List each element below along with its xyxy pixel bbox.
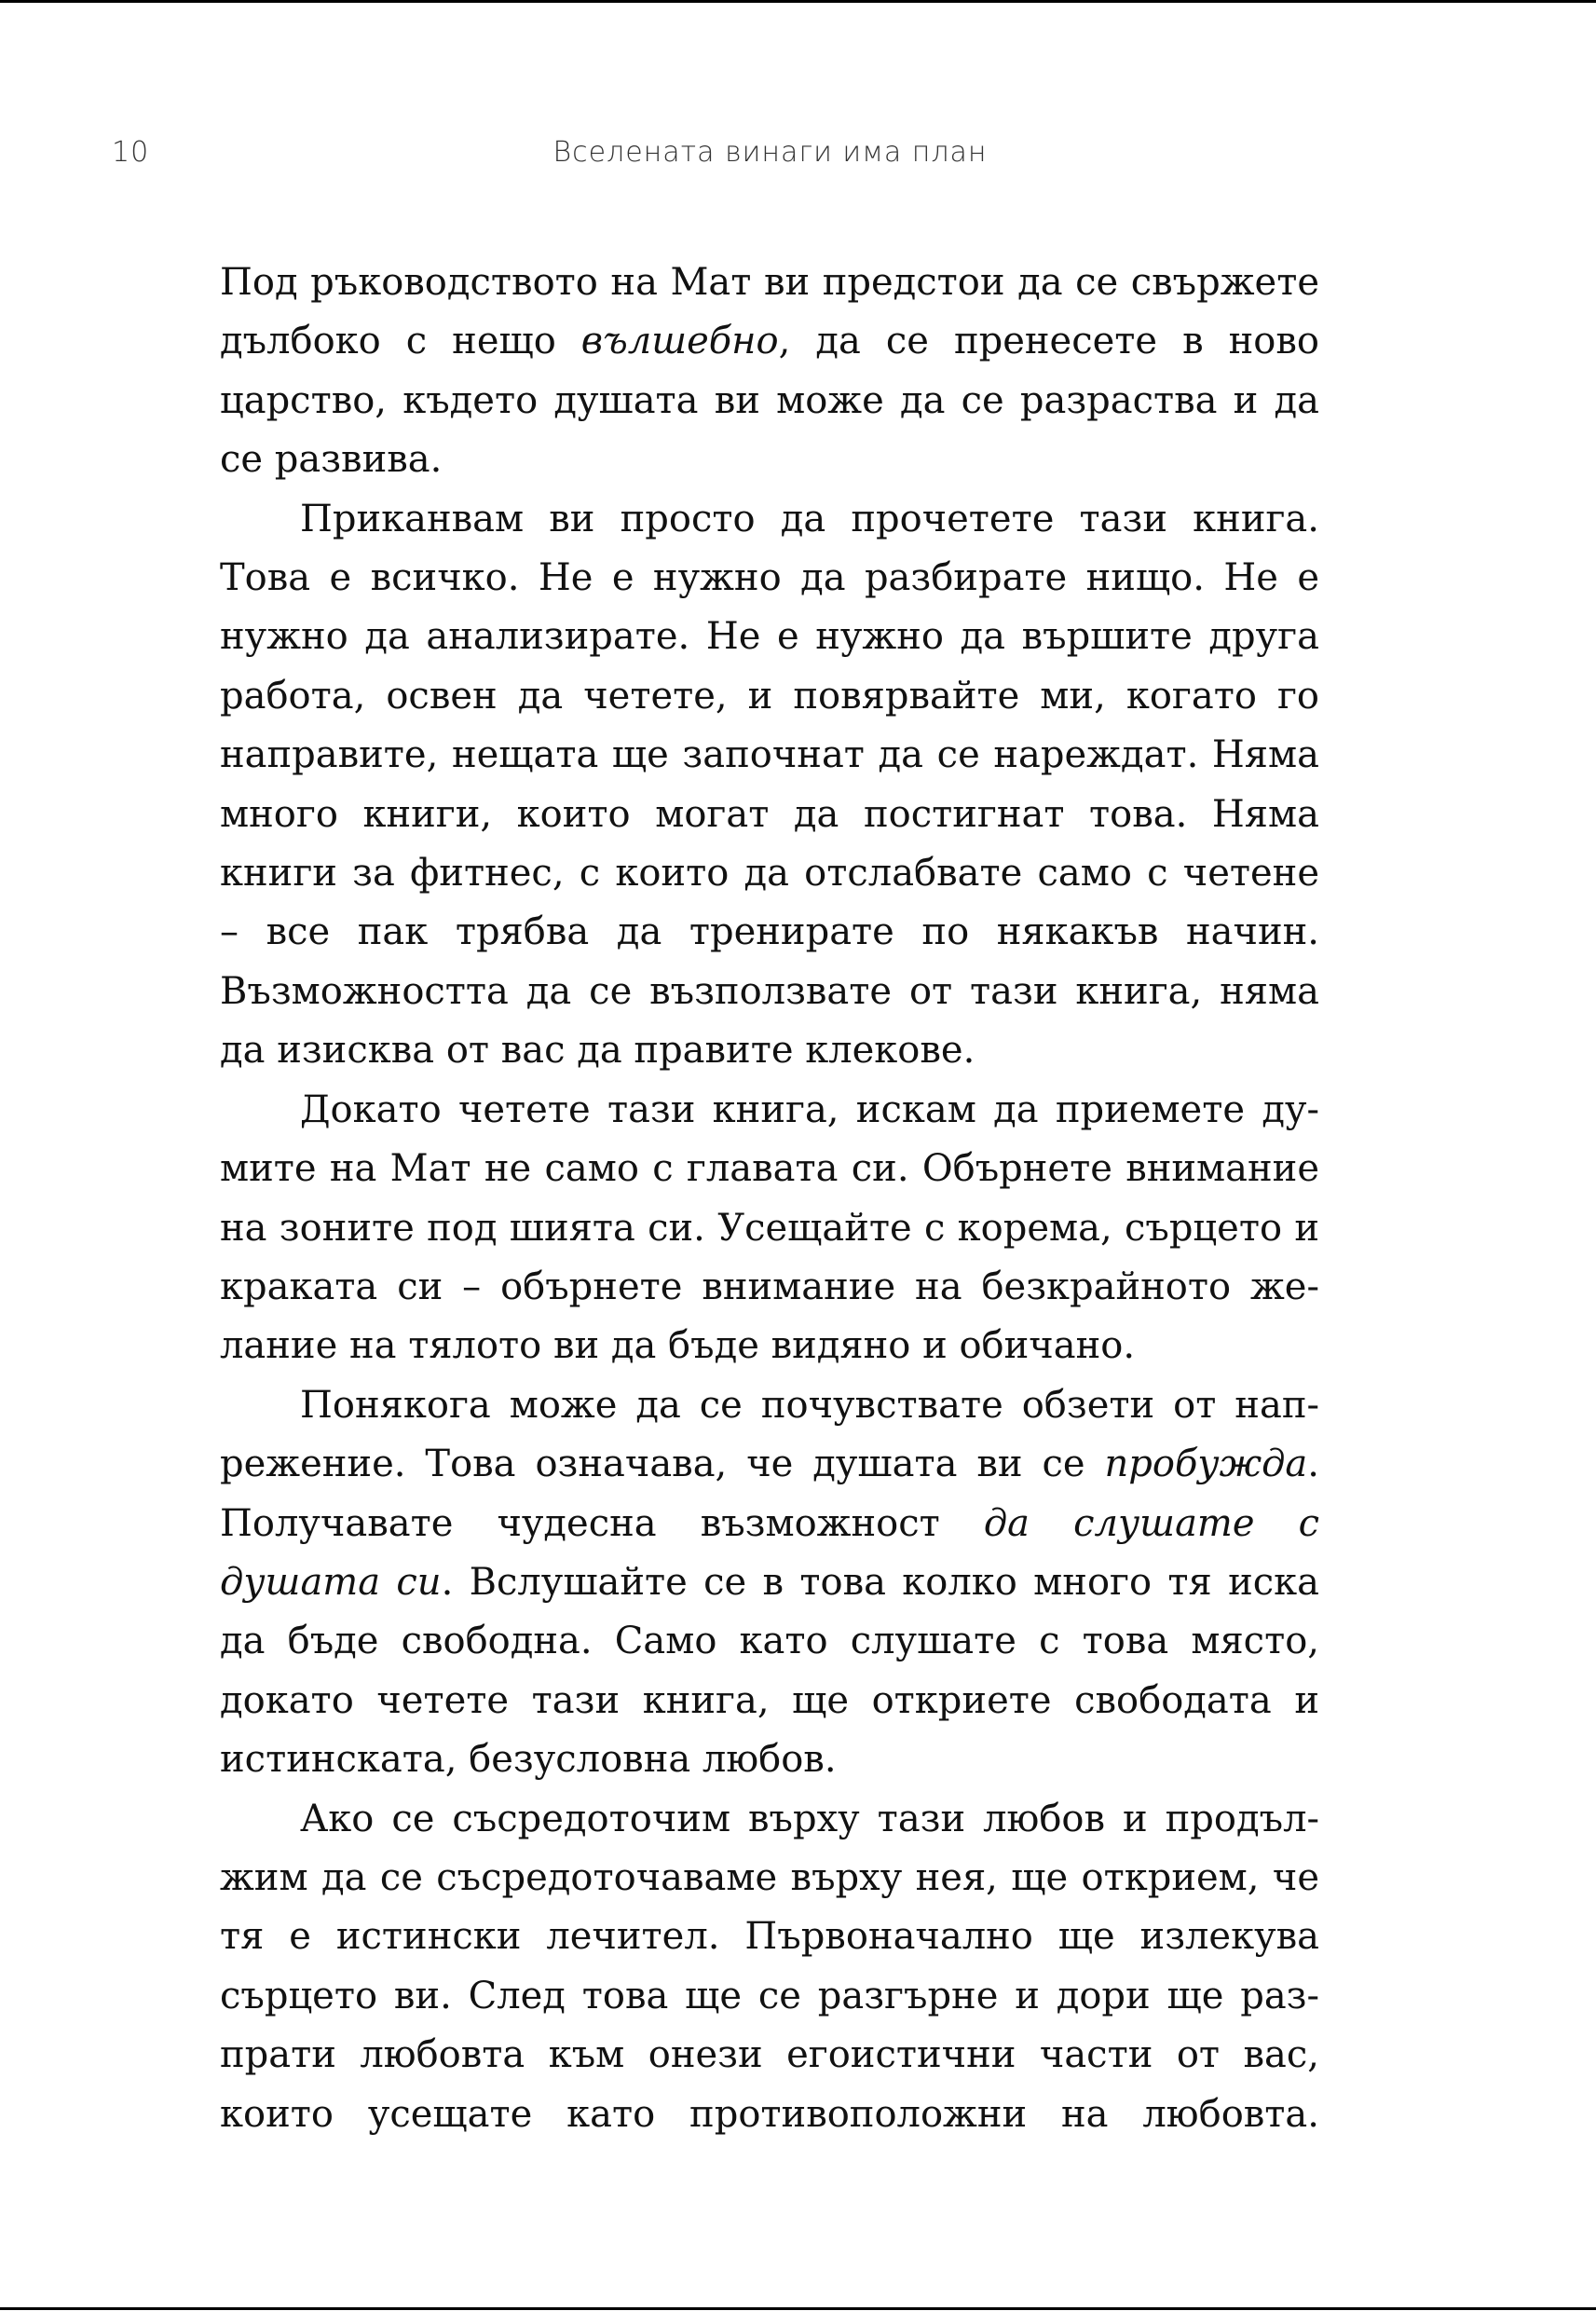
paragraph-4 <box>220 1376 1319 1790</box>
text-run: . Получавате чудесна възможност <box>220 1443 1319 1545</box>
text-run: Под ръководството на Мат ви предстои да се свържете дълбоко с нещо <box>220 261 1319 363</box>
book-title: Вселената винаги има план <box>552 136 988 169</box>
paragraph-1 <box>220 253 1319 490</box>
top-rule <box>0 0 1596 3</box>
bottom-rule <box>0 2307 1596 2310</box>
body-text <box>220 253 1319 2144</box>
italic-text-run: да слушате с душата си <box>220 1501 1319 1604</box>
italic-text-run: пробужда <box>1104 1443 1308 1486</box>
paragraph-5 <box>220 1790 1319 2144</box>
paragraph-3 <box>220 1081 1319 1376</box>
text-run: , да се пренесете в ново царство, където душата ви може да се разраства и да се развива. <box>220 320 1319 482</box>
text-run: Понякога може да се почувствате обзети от напрежение. Това означава, че душата ви се <box>220 1383 1319 1486</box>
paragraph-2 <box>220 490 1319 1081</box>
page-number: 10 <box>112 136 150 169</box>
running-head <box>112 136 1484 177</box>
text-run: Докато четете тази книга, искам да приемете думите на Мат не само с главата си. Обърнете внимание на зоните под шията си. Усещайте с корема, сърцето и краката си – обърнете внимание на безкрайното желание на тялото ви да бъде видяно и обичано. <box>220 1087 1319 1368</box>
text-run: Приканвам ви просто да прочетете тази книга. Това е всичко. Не е нужно да разбирате нищо. Не е нужно да анализирате. Не е нужно да вършите друга работа, освен да четете, и повярвайте ми, когато го направите, нещата ще започнат да се нареждат. Няма много книги, които могат да постигнат това. Няма книги за фитнес, с които да отслабвате само с четене – все пак трябва да тренирате по някакъв начин. Възможността да се възползвате от тази книга, няма да изисква от вас да правите клекове. <box>220 497 1319 1073</box>
text-run: . Вслушайте се в това колко много тя иска да бъде свободна. Само като слушате с това място, докато четете тази книга, ще откриете свободата и истинската, безусловна любов. <box>220 1560 1319 1782</box>
text-run: Ако се съсредоточим върху тази любов и продължим да се съсредоточаваме върху нея, ще открием, че тя е истински лечител. Първоначално ще излекува сърцето ви. След това ще се разгърне и дори ще разпрати любовта към онези егоистични части от вас, които усещате като противоположни на любовта. <box>220 1797 1319 2136</box>
italic-text-run: вълшебно <box>580 320 779 363</box>
